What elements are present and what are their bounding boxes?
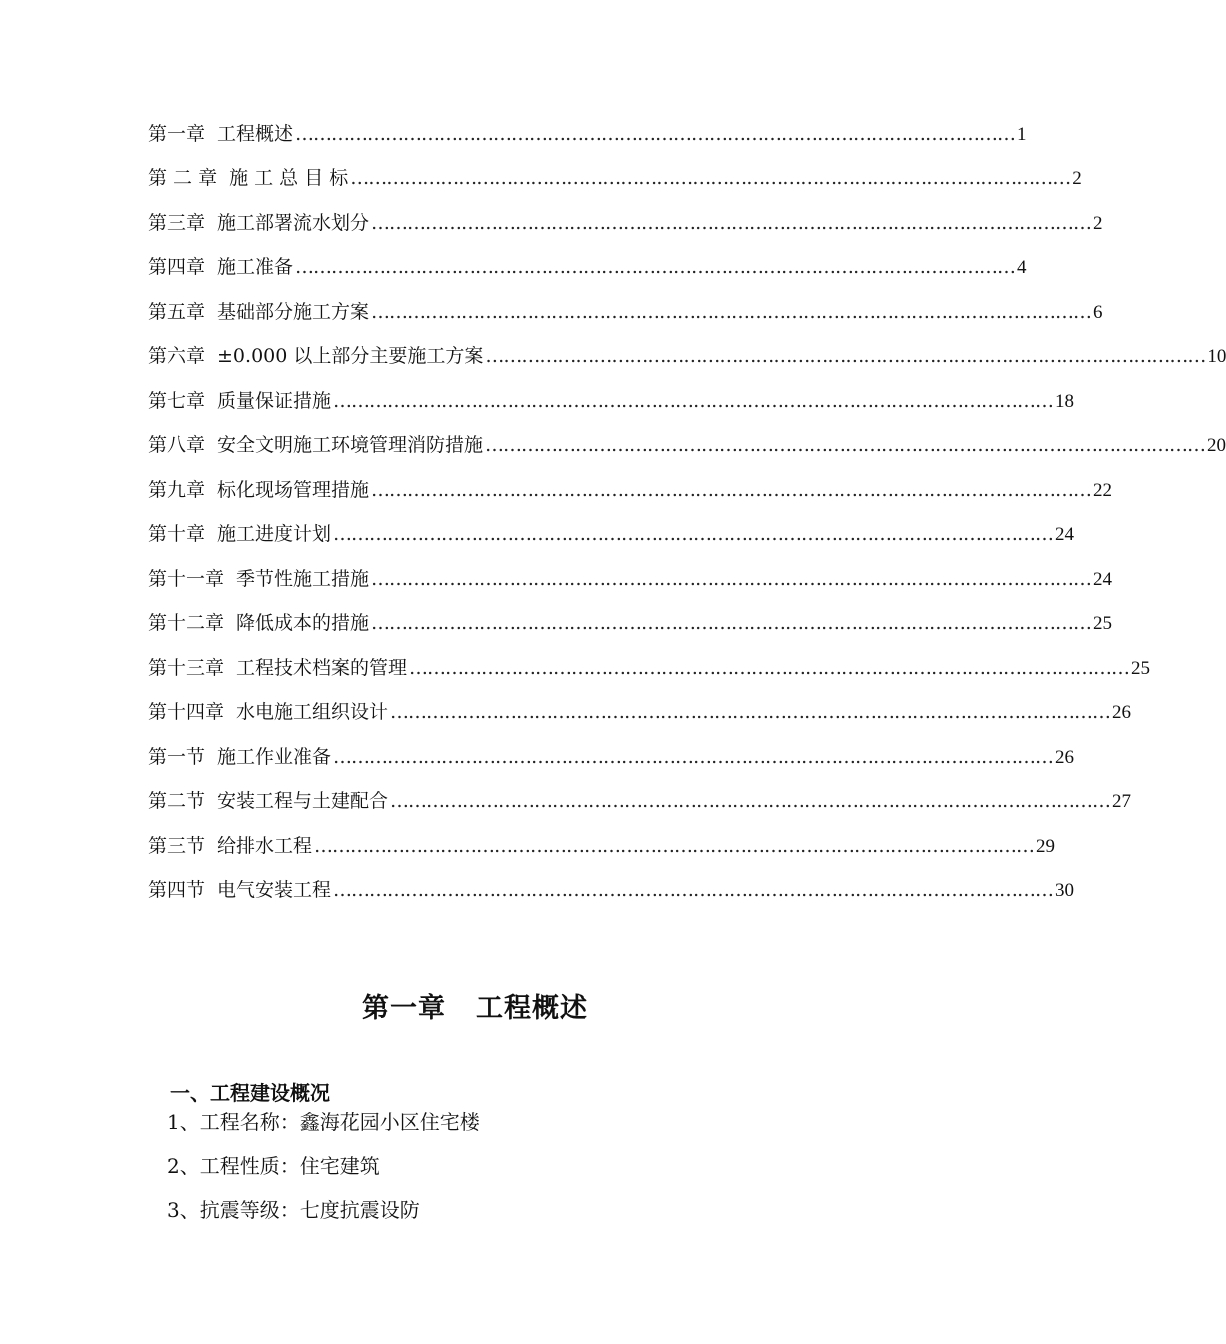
toc-entry[interactable] bbox=[148, 513, 1075, 558]
toc-entry-title: 工程概述 bbox=[217, 122, 294, 145]
toc-entry[interactable] bbox=[148, 646, 1151, 691]
toc-entry-title: 施工作业准备 bbox=[217, 745, 332, 768]
toc-dot-leader: ………………………………………………………………………………………………………… bbox=[485, 345, 1206, 368]
chapter-heading bbox=[0, 986, 950, 1025]
toc-entry-title: ±0.000 以上部分主要施工方案 bbox=[217, 345, 484, 368]
toc-page-number: 18 bbox=[1055, 390, 1075, 412]
toc-entry-title: 工程技术档案的管理 bbox=[236, 656, 408, 679]
toc-dot-leader: ………………………………………………………………………………………………………… bbox=[333, 745, 1054, 768]
toc-page-number: 27 bbox=[1112, 791, 1132, 813]
toc-page-number: 4 bbox=[1017, 257, 1027, 279]
toc-page-number: 2 bbox=[1072, 168, 1082, 190]
toc-chapter-number: 第四章 bbox=[148, 256, 206, 279]
toc-dot-leader: ………………………………………………………………………………………………………… bbox=[485, 434, 1206, 457]
toc-page-number: 25 bbox=[1131, 657, 1151, 679]
table-of-contents bbox=[148, 112, 1226, 913]
toc-chapter-number: 第十二章 bbox=[148, 612, 225, 635]
toc-chapter-number: 第三节 bbox=[148, 834, 206, 857]
toc-entry[interactable] bbox=[148, 201, 1103, 246]
toc-entry-title: 安装工程与土建配合 bbox=[217, 790, 389, 813]
toc-dot-leader: ………………………………………………………………………………………………………… bbox=[350, 167, 1071, 190]
toc-dot-leader: ………………………………………………………………………………………………………… bbox=[371, 300, 1092, 323]
toc-entry-title: 给排水工程 bbox=[217, 834, 313, 857]
toc-entry[interactable] bbox=[148, 780, 1132, 825]
toc-entry-title: 基础部分施工方案 bbox=[217, 300, 370, 323]
toc-dot-leader: ………………………………………………………………………………………………………… bbox=[295, 122, 1016, 145]
toc-entry[interactable] bbox=[148, 157, 1082, 202]
toc-dot-leader: ………………………………………………………………………………………………………… bbox=[371, 211, 1092, 234]
toc-entry-title: 施工部署流水划分 bbox=[217, 211, 370, 234]
chapter-heading-title: 工程概述 bbox=[476, 993, 588, 1025]
toc-entry[interactable] bbox=[148, 824, 1056, 869]
toc-entry[interactable] bbox=[148, 557, 1113, 602]
overview-item-seismic-grade: 3、抗震等级：七度抗震设防 bbox=[167, 1197, 420, 1222]
toc-page-number: 22 bbox=[1093, 479, 1113, 501]
toc-page-number: 26 bbox=[1112, 702, 1132, 724]
toc-entry-title: 施工进度计划 bbox=[217, 523, 332, 546]
toc-chapter-number: 第五章 bbox=[148, 300, 206, 323]
toc-chapter-number: 第六章 bbox=[148, 345, 206, 368]
toc-page-number: 26 bbox=[1055, 746, 1075, 768]
toc-chapter-number: 第一章 bbox=[148, 122, 206, 145]
toc-page-number: 20 bbox=[1207, 435, 1226, 457]
toc-chapter-number: 第十一章 bbox=[148, 567, 225, 590]
toc-dot-leader: ………………………………………………………………………………………………………… bbox=[371, 567, 1092, 590]
toc-page-number: 30 bbox=[1055, 880, 1075, 902]
toc-chapter-number: 第十三章 bbox=[148, 656, 225, 679]
toc-dot-leader: ………………………………………………………………………………………………………… bbox=[371, 478, 1092, 501]
toc-entry[interactable] bbox=[148, 290, 1103, 335]
toc-entry[interactable] bbox=[148, 112, 1027, 157]
toc-entry-title: 水电施工组织设计 bbox=[236, 701, 389, 724]
section-heading: 一、工程建设概况 bbox=[170, 1080, 330, 1105]
toc-chapter-number: 第三章 bbox=[148, 211, 206, 234]
toc-dot-leader: ………………………………………………………………………………………………………… bbox=[390, 701, 1111, 724]
toc-chapter-number: 第九章 bbox=[148, 478, 206, 501]
toc-chapter-number: 第八章 bbox=[148, 434, 206, 457]
toc-entry-title: 质量保证措施 bbox=[217, 389, 332, 412]
toc-chapter-number: 第一节 bbox=[148, 745, 206, 768]
toc-dot-leader: ………………………………………………………………………………………………………… bbox=[390, 790, 1111, 813]
toc-dot-leader: ………………………………………………………………………………………………………… bbox=[314, 834, 1035, 857]
toc-entry[interactable] bbox=[148, 691, 1132, 736]
toc-chapter-number: 第四节 bbox=[148, 879, 206, 902]
toc-dot-leader: ………………………………………………………………………………………………………… bbox=[371, 612, 1092, 635]
overview-item-project-name: 1、工程名称：鑫海花园小区住宅楼 bbox=[167, 1109, 480, 1134]
toc-dot-leader: ………………………………………………………………………………………………………… bbox=[295, 256, 1016, 279]
toc-entry[interactable] bbox=[148, 735, 1075, 780]
toc-entry-title: 标化现场管理措施 bbox=[217, 478, 370, 501]
toc-dot-leader: ………………………………………………………………………………………………………… bbox=[333, 523, 1054, 546]
toc-chapter-number: 第十章 bbox=[148, 523, 206, 546]
overview-item-project-nature: 2、工程性质：住宅建筑 bbox=[167, 1153, 380, 1178]
toc-chapter-number: 第 二 章 bbox=[148, 167, 218, 190]
toc-entry[interactable] bbox=[148, 424, 1226, 469]
project-overview-list bbox=[167, 1098, 480, 1230]
toc-entry[interactable] bbox=[148, 335, 1226, 380]
toc-entry-title: 安全文明施工环境管理消防措施 bbox=[217, 434, 484, 457]
toc-entry-title: 季节性施工措施 bbox=[236, 567, 370, 590]
toc-page-number: 10 bbox=[1207, 346, 1226, 368]
toc-entry[interactable] bbox=[148, 379, 1075, 424]
chapter-heading-number: 第一章 bbox=[362, 993, 446, 1025]
toc-entry-title: 降低成本的措施 bbox=[236, 612, 370, 635]
toc-page-number: 6 bbox=[1093, 301, 1103, 323]
toc-page-number: 29 bbox=[1036, 835, 1056, 857]
toc-entry[interactable] bbox=[148, 246, 1027, 291]
toc-entry-title: 电气安装工程 bbox=[217, 879, 332, 902]
toc-page-number: 24 bbox=[1093, 568, 1113, 590]
toc-dot-leader: ………………………………………………………………………………………………………… bbox=[409, 656, 1130, 679]
toc-entry[interactable] bbox=[148, 602, 1113, 647]
toc-entry[interactable] bbox=[148, 869, 1075, 914]
toc-chapter-number: 第十四章 bbox=[148, 701, 225, 724]
toc-page-number: 2 bbox=[1093, 212, 1103, 234]
toc-page-number: 1 bbox=[1017, 123, 1027, 145]
toc-page-number: 24 bbox=[1055, 524, 1075, 546]
toc-entry-title: 施工准备 bbox=[217, 256, 294, 279]
toc-entry-title: 施 工 总 目 标 bbox=[229, 167, 349, 190]
toc-entry[interactable] bbox=[148, 468, 1113, 513]
toc-dot-leader: ………………………………………………………………………………………………………… bbox=[333, 879, 1054, 902]
toc-page-number: 25 bbox=[1093, 613, 1113, 635]
toc-chapter-number: 第七章 bbox=[148, 389, 206, 412]
toc-chapter-number: 第二节 bbox=[148, 790, 206, 813]
toc-dot-leader: ………………………………………………………………………………………………………… bbox=[333, 389, 1054, 412]
